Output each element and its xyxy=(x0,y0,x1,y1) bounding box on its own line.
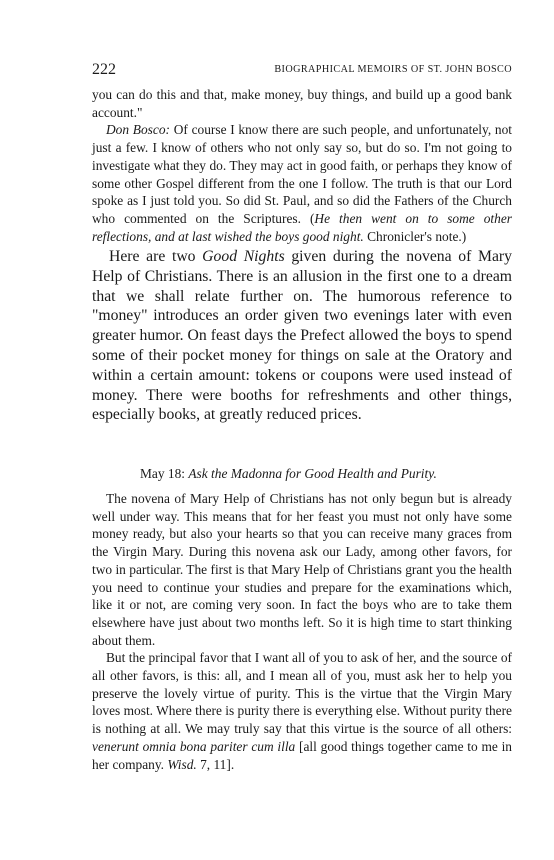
paragraph-text: [all good things together came to me in her company. xyxy=(92,738,512,772)
dialogue-block xyxy=(92,86,512,245)
chronicler-note: He then went on to some other reflections, and at last wished the boys good night. xyxy=(92,210,513,244)
talk-body xyxy=(92,490,512,773)
paragraph xyxy=(92,649,512,773)
scripture-ref: Wisd. xyxy=(167,756,197,772)
latin-quote: venerunt omnia bona pariter cum illa xyxy=(92,738,296,754)
page-number: 222 xyxy=(92,61,116,78)
paragraph-text: Chronicler's note.) xyxy=(363,228,467,244)
paragraph-text: 7, 11]. xyxy=(196,756,235,772)
speaker-label: Don Bosco: xyxy=(106,122,170,138)
paragraph xyxy=(92,86,512,121)
paragraph-text: Here are two xyxy=(109,248,203,265)
paragraph-text: you can do this and that, make money, buy things, and build up a good bank account." xyxy=(92,87,512,120)
running-title: BIOGRAPHICAL MEMOIRS OF ST. JOHN BOSCO xyxy=(274,64,512,75)
paragraph-text: But the principal favor that I want all of you to ask of her, and the source of all other favors, is this: all, and I mean all of you, must ask her to help you preserve the lovely virtue of purity. This is the virtue that the Virgin Mary loves most. Where there is purity there is everything else. Without purity there is nothing at all. We may truly say that this virtue is the source of all others: xyxy=(92,650,512,737)
paragraph xyxy=(92,121,512,245)
paragraph xyxy=(92,247,512,425)
heading-line xyxy=(92,465,512,483)
paragraph-text: Of course I know there are such people, and unfortunately, not just a few. I know of others who not only say so, but do so. I'm not going to investigate what they do. They may act in good faith, or perhaps they know of some other Gospel different from the one I follow. The truth is that our Lord spoke as I just told you. So did St. Paul, and so did the Fathers of the Church who commented on the Scriptures. ( xyxy=(92,122,513,226)
paragraph: The novena of Mary Help of Christians has not only begun but is already well under way. This means that for her feast you must not only have some money ready, but also your hearts so that you can receive many graces from the Virgin Mary. During this novena ask our Lady, among other favors, for two in particular. The first is that Mary Help of Christians grant you the health you need to continue your studies and prepare for the examinations which, like it or not, are coming very soon. In fact the boys who are to take them elsewhere have just about two months left. So it is high time to start thinking about them. xyxy=(92,491,512,648)
section-title: Ask the Madonna for Good Health and Purity. xyxy=(188,466,437,481)
editorial-paragraph xyxy=(92,247,512,425)
section-heading xyxy=(92,465,512,483)
section-date: May 18: xyxy=(140,466,189,481)
emphasis: Good Nights xyxy=(202,248,285,265)
running-header xyxy=(92,61,512,81)
paragraph-text: given during the novena of Mary Help of Christians. There is an allusion in the first one to a dream that we shall relate further on. The humorous reference to "money" introduces an order given two evenings later with even greater humor. On feast days the Prefect allowed the boys to spend some of their pocket money for things on sale at the Oratory and within a certain amount: tokens or coupons were used instead of money. There were booths for refreshments and other things, especially books, at greatly reduced prices. xyxy=(92,248,512,424)
